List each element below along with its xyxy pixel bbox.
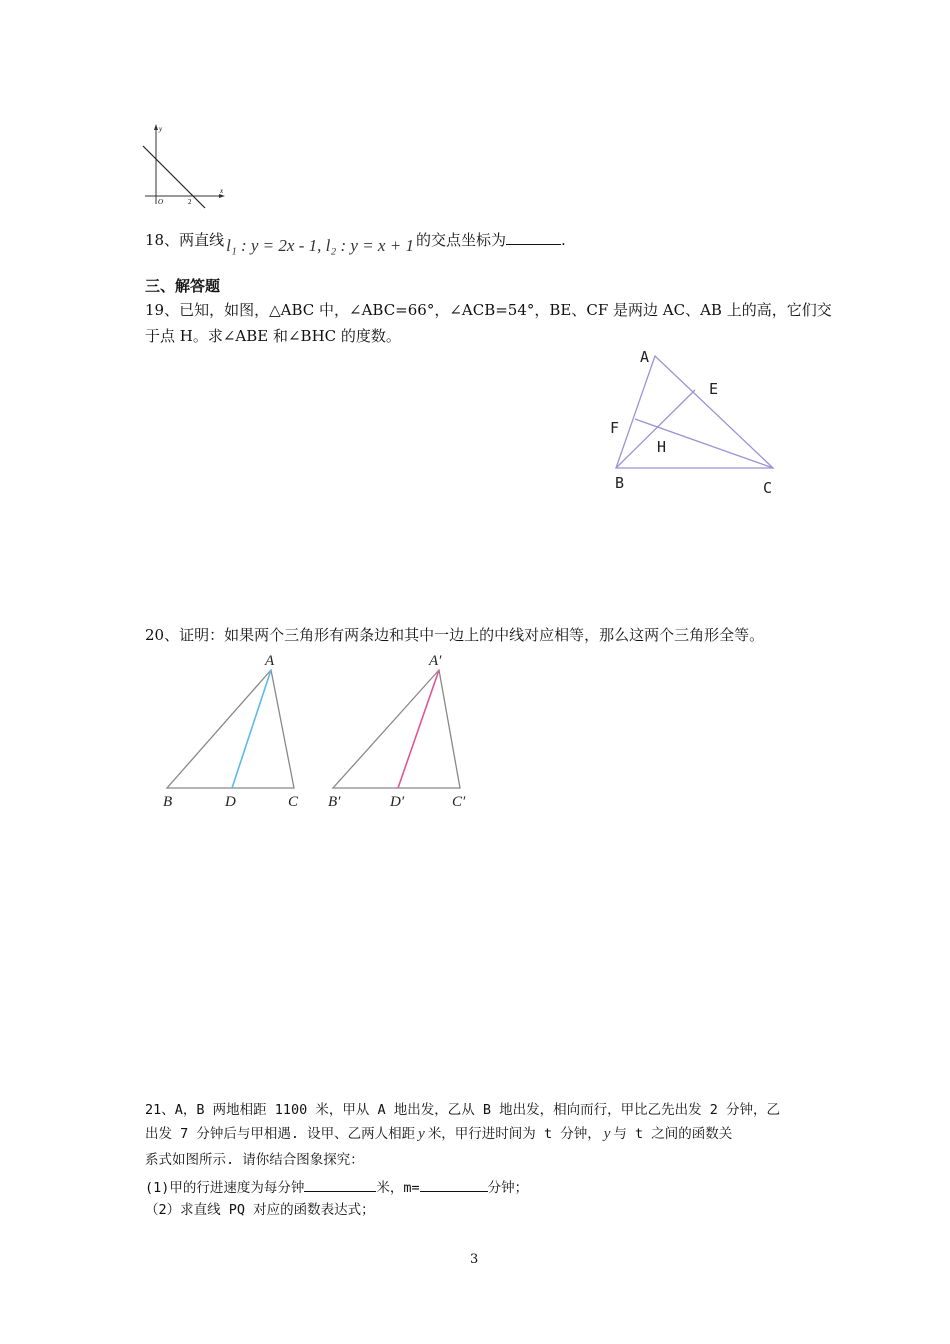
altitude-be [616,390,695,468]
q21-part1-a: (1)甲的行进速度为每分钟 [145,1180,305,1196]
right-label-a: A′ [429,653,442,669]
left-label-c: C [288,794,299,810]
x-axis-label: x [220,187,224,195]
origin-label: O [158,198,164,206]
left-label-d: D [225,794,236,810]
q21-part1-b: 米，m= [376,1180,420,1196]
label-a: A [640,348,650,366]
question-19-line-2: 于点 H。求∠ABE 和∠BHC 的度数。 [145,327,401,345]
question-21-line-2 [145,1124,732,1144]
triangle-abc [616,356,773,468]
triangle-abc-right [333,670,460,788]
q18-answer-blank[interactable] [506,228,561,245]
y-axis-arrow [154,124,158,130]
left-label-a: A [265,653,275,669]
right-label-d: D′ [390,794,405,810]
question-18 [145,228,566,255]
altitude-cf [635,419,773,468]
question-20: 20、证明：如果两个三角形有两条边和其中一边上的中线对应相等，那么这两个三角形全等。 [145,626,765,644]
median-ad-left [232,670,271,788]
q21-line2-a: 出发 7 分钟后与甲相遇. 设甲、乙两人相距 [145,1126,416,1142]
m-answer-blank[interactable] [420,1175,488,1192]
q21-line2-b: 米，甲行进时间为 t 分钟， [427,1126,601,1142]
right-label-b: B′ [328,794,341,810]
label-e: E [709,380,719,398]
median-ad-right [398,670,439,788]
question-19-line-1: 19、已知，如图，△ABC 中，∠ABC=66°，∠ACB=54°，BE、CF 是两边 AC、AB 上的高，它们交 [145,301,832,319]
question-21-line-3: 系式如图所示. 请你结合图象探究： [145,1152,364,1168]
page-number: 3 [470,1252,479,1267]
q21-variable-y-1: y [418,1126,425,1142]
right-label-c: C′ [452,794,466,810]
label-f: F [610,419,620,437]
label-b: B [615,474,625,492]
q20-triangles-figure [155,648,485,813]
tick-2-label: 2 [188,198,192,206]
question-21-part-2: （2）求直线 PQ 对应的函数表达式； [145,1202,375,1218]
q21-part1-c: 分钟； [487,1180,529,1196]
q21-variable-y-2: y [603,1126,611,1142]
label-c: C [763,479,773,497]
question-21-line-1: 21、A，B 两地相距 1100 米，甲从 A 地出发，乙从 B 地出发，相向而行，甲比乙先出发 2 分钟，乙 [145,1102,781,1118]
y-axis-label: y [159,125,163,133]
q19-triangle-figure [600,340,800,505]
triangle-abc-left [167,670,294,788]
question-21-part-1 [145,1175,528,1198]
q21-line2-c: 与 t 之间的函数关 [613,1126,733,1142]
q18-end: . [560,231,566,249]
label-h: H [657,438,667,456]
q18-formula: l₁ : y = 2x - 1, l₂ : y = x + 1 [226,236,414,255]
q18-line-graph [135,122,230,212]
q18-suffix: 的交点坐标为 [415,231,506,249]
left-label-b: B [163,794,173,810]
q18-prefix: 18、两直线 [145,231,225,249]
section-heading: 三、解答题 [145,277,221,295]
graph-line [143,146,205,208]
speed-answer-blank[interactable] [304,1175,376,1192]
